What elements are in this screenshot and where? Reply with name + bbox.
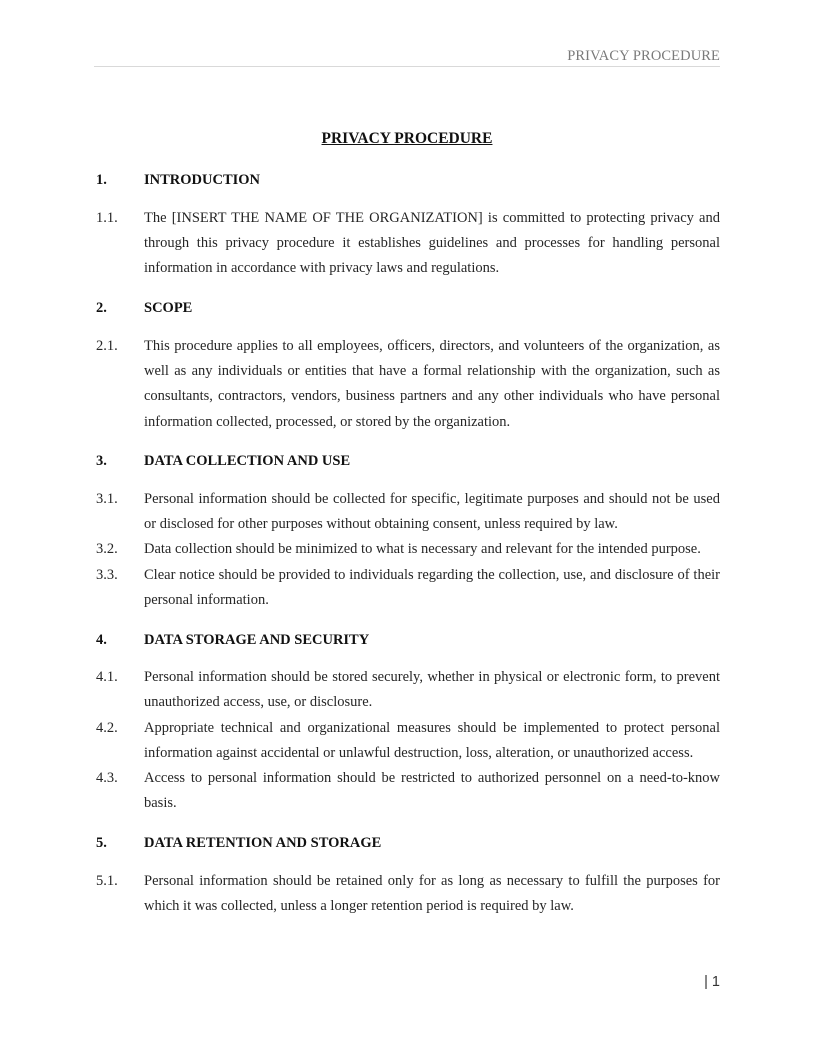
section-number: 1.	[96, 172, 107, 188]
section-number: 3.	[96, 453, 107, 469]
section-title: SCOPE	[144, 300, 193, 316]
document-title: PRIVACY PROCEDURE	[321, 130, 493, 147]
running-title: PRIVACY PROCEDURE	[567, 48, 720, 64]
section-number: 2.	[96, 300, 107, 316]
clause-number: 3.3.	[96, 567, 118, 583]
section-number: 5.	[96, 835, 107, 851]
clause	[96, 537, 720, 562]
clause	[96, 716, 720, 766]
section-number: 4.	[96, 632, 107, 648]
section-title: DATA RETENTION AND STORAGE	[144, 835, 382, 851]
clause-number: 1.1.	[96, 210, 118, 226]
clause-text: Appropriate technical and organizational measures should be implemented to protect personal information against accidental or unlawful destruction, loss, alteration, or unauthorized access.	[144, 720, 720, 762]
clause-number: 4.1.	[96, 669, 118, 685]
clause-text: Data collection should be minimized to what is necessary and relevant for the intended purpose.	[144, 541, 701, 557]
section-title: DATA COLLECTION AND USE	[144, 453, 351, 469]
clause-text: This procedure applies to all employees, officers, directors, and volunteers of the organization, as well as any individuals or entities that have a formal relationship with the organization, such as consultants, contractors, vendors, business partners and any other individuals who have personal information collected, processed, or stored by the organization.	[144, 338, 720, 430]
clause-number: 3.1.	[96, 491, 118, 507]
clause-text: The [INSERT THE NAME OF THE ORGANIZATION] is committed to protecting privacy and through this privacy procedure it establishes guidelines and processes for handling personal information in accordance with privacy laws and regulations.	[144, 210, 720, 277]
clause-number: 3.2.	[96, 541, 118, 557]
clause-number: 2.1.	[96, 338, 118, 354]
page-number: | 1	[704, 974, 720, 990]
clause	[96, 869, 720, 919]
clause-text: Clear notice should be provided to individuals regarding the collection, use, and disclosure of their personal information.	[144, 567, 720, 609]
header-divider	[94, 66, 720, 67]
clause	[96, 665, 720, 715]
clause	[96, 766, 720, 816]
clause-number: 4.2.	[96, 720, 118, 736]
clause-number: 4.3.	[96, 770, 118, 786]
clause	[96, 487, 720, 537]
clause	[96, 206, 720, 282]
clause-text: Access to personal information should be restricted to authorized personnel on a need-to-know basis.	[144, 770, 720, 812]
clause-text: Personal information should be stored securely, whether in physical or electronic form, to prevent unauthorized access, use, or disclosure.	[144, 669, 720, 711]
clause	[96, 563, 720, 613]
section-title: INTRODUCTION	[144, 172, 261, 188]
clause-text: Personal information should be retained only for as long as necessary to fulfill the purposes for which it was collected, unless a longer retention period is required by law.	[144, 873, 720, 915]
clause-number: 5.1.	[96, 873, 118, 889]
clause	[96, 334, 720, 435]
clause-text: Personal information should be collected for specific, legitimate purposes and should not be used or disclosed for other purposes without obtaining consent, unless required by law.	[144, 491, 720, 533]
section-title: DATA STORAGE AND SECURITY	[144, 632, 370, 648]
